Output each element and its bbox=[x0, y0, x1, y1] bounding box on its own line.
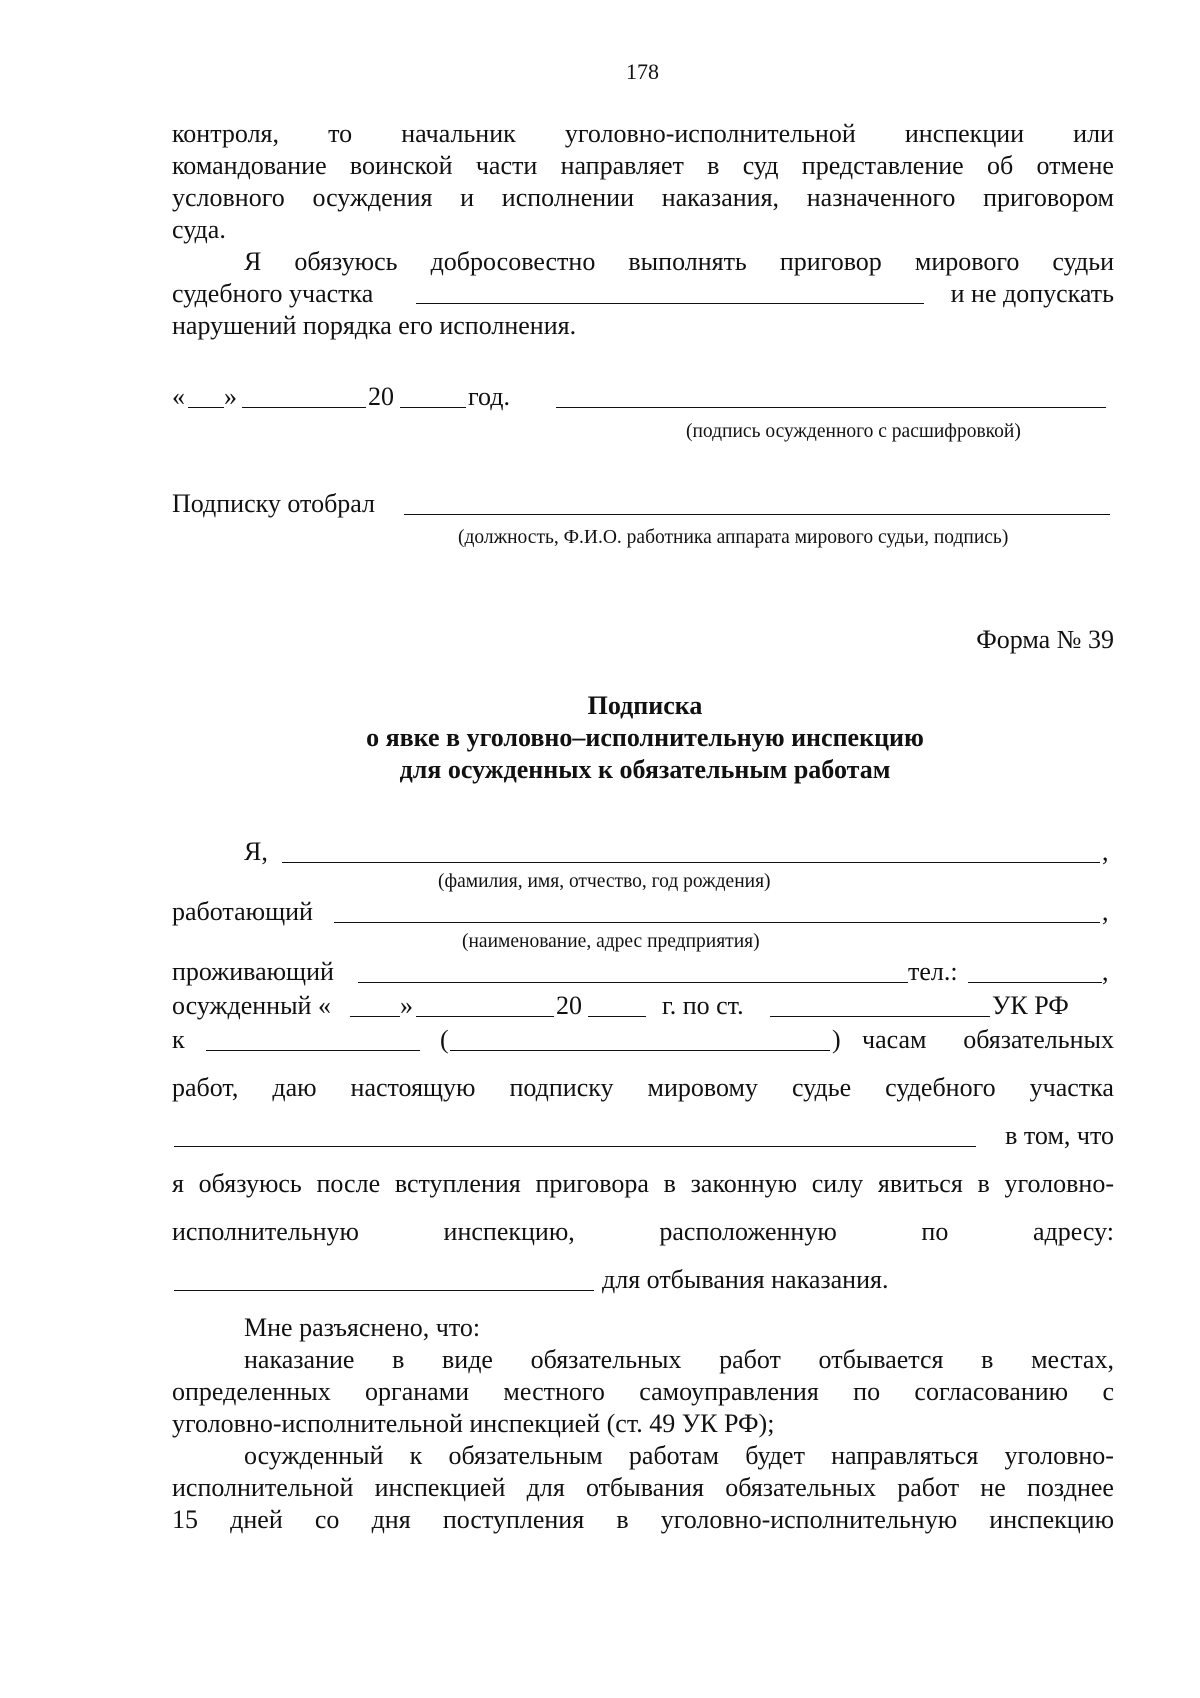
convicted-year-prefix: 20 bbox=[556, 991, 582, 1020]
obliged-line: я обязуюсь после вступления приговора в законную силу явиться в уголовно- bbox=[172, 1169, 1114, 1198]
word: уголовно-исполнительной bbox=[564, 119, 856, 148]
day-line bbox=[188, 407, 224, 408]
tel-label: тел.: bbox=[908, 957, 958, 986]
word: не bbox=[980, 1473, 1006, 1502]
by-article: г. по ст. bbox=[662, 991, 744, 1020]
taken-by-label: Подписку отобрал bbox=[172, 489, 376, 518]
explained-p1-line1 bbox=[244, 1344, 1114, 1376]
word: приговором bbox=[983, 183, 1114, 212]
word: начальник bbox=[401, 119, 516, 148]
word: позднее bbox=[1027, 1473, 1114, 1502]
intro-line-4: суда. bbox=[172, 215, 226, 244]
address-line bbox=[358, 982, 908, 983]
word: настоящую bbox=[350, 1073, 476, 1102]
word: обязательных bbox=[725, 1473, 877, 1502]
signature-line bbox=[556, 407, 1106, 408]
word: обязательных bbox=[963, 1025, 1114, 1054]
paren-open: ( bbox=[440, 1025, 449, 1054]
word: приговор bbox=[779, 247, 882, 276]
word: уголовно-исполнительную bbox=[660, 1505, 958, 1534]
word: исполнении bbox=[501, 183, 634, 212]
page-number: 178 bbox=[626, 59, 659, 84]
month-line bbox=[242, 407, 366, 408]
word: Я bbox=[244, 247, 262, 276]
word: командование bbox=[172, 151, 327, 180]
word: органами bbox=[365, 1377, 470, 1406]
word: расположенную bbox=[659, 1217, 837, 1246]
tel-line bbox=[968, 982, 1102, 983]
word: судье bbox=[791, 1073, 852, 1102]
word: в bbox=[616, 1505, 629, 1534]
word: об bbox=[986, 151, 1014, 180]
word: в bbox=[392, 1345, 405, 1374]
intro-line-7: нарушений порядка его исполнения. bbox=[172, 311, 577, 340]
word: согласованию bbox=[914, 1377, 1069, 1406]
word: инспекцию, bbox=[443, 1217, 575, 1246]
word: в bbox=[981, 1345, 994, 1374]
explained-p1-line3: уголовно-исполнительной инспекцией (ст. 49 УК РФ); bbox=[172, 1409, 775, 1438]
address-row bbox=[172, 1216, 1114, 1248]
explained-p2-line2 bbox=[172, 1472, 1114, 1504]
convicted-label: осужденный « bbox=[172, 991, 331, 1020]
explained-p2-line1 bbox=[244, 1440, 1114, 1472]
intro-line-1 bbox=[172, 118, 1114, 150]
org-caption: (наименование, адрес предприятия) bbox=[462, 931, 760, 952]
comma: , bbox=[1102, 957, 1109, 986]
k-label: к bbox=[172, 1025, 185, 1054]
hours-text bbox=[862, 1024, 1114, 1056]
word: по bbox=[921, 1217, 949, 1246]
year-suffix: год. bbox=[468, 382, 510, 411]
form-subtitle-1: о явке в уголовно–исполнительную инспекцию bbox=[366, 723, 924, 752]
word: адресу: bbox=[1032, 1217, 1114, 1246]
word: к bbox=[409, 1441, 423, 1470]
word: отбывается bbox=[818, 1345, 944, 1374]
judge-district-line bbox=[174, 1146, 976, 1147]
word: мирового bbox=[914, 247, 1020, 276]
word: исполнительную bbox=[172, 1217, 359, 1246]
word: представление bbox=[801, 151, 964, 180]
word: добросовестно bbox=[430, 247, 596, 276]
intro-line-2 bbox=[172, 150, 1114, 182]
word: суд bbox=[742, 151, 779, 180]
word: выполнять bbox=[628, 247, 747, 276]
word: судьи bbox=[1052, 247, 1114, 276]
word: и bbox=[460, 183, 475, 212]
word: работ, bbox=[172, 1073, 239, 1102]
hours-words-line bbox=[450, 1050, 830, 1051]
word: осужденный bbox=[244, 1441, 384, 1470]
word: по bbox=[853, 1377, 881, 1406]
word: дней bbox=[230, 1505, 283, 1534]
word: участка bbox=[1029, 1073, 1114, 1102]
word: осуждения bbox=[312, 183, 433, 212]
org-line bbox=[334, 922, 1100, 923]
criminal-code: УК РФ bbox=[992, 991, 1069, 1020]
word: инспекции bbox=[904, 119, 1025, 148]
word: дня bbox=[371, 1505, 411, 1534]
works-line bbox=[172, 1072, 1114, 1104]
word: с bbox=[1102, 1377, 1114, 1406]
word: отмене bbox=[1036, 151, 1114, 180]
working-label: работающий bbox=[172, 897, 313, 926]
word: мировому bbox=[647, 1073, 758, 1102]
word: наказание bbox=[244, 1345, 355, 1374]
word: направляться bbox=[831, 1441, 979, 1470]
convicted-year-line bbox=[588, 1016, 646, 1017]
intro-line-6a: судебного участка bbox=[172, 279, 374, 308]
word: самоуправления bbox=[639, 1377, 819, 1406]
comma: , bbox=[1102, 897, 1109, 926]
word: части bbox=[475, 151, 538, 180]
convicted-month-line bbox=[416, 1016, 554, 1017]
word: определенных bbox=[172, 1377, 331, 1406]
word: местах, bbox=[1031, 1345, 1114, 1374]
word: инспекцию bbox=[989, 1505, 1114, 1534]
form-title: Подписка bbox=[587, 691, 703, 720]
word: работам bbox=[628, 1441, 720, 1470]
signature-caption: (подпись осужденного с расшифровкой) bbox=[686, 421, 1021, 442]
intro-line-3 bbox=[172, 182, 1114, 214]
word: назначенного bbox=[806, 183, 956, 212]
living-label: проживающий bbox=[172, 957, 334, 986]
word: или bbox=[1073, 119, 1114, 148]
word: уголовно- bbox=[1004, 1441, 1114, 1470]
year-prefix: 20 bbox=[368, 382, 394, 411]
word: наказания, bbox=[661, 183, 780, 212]
word: воинской bbox=[349, 151, 453, 180]
word: со bbox=[314, 1505, 340, 1534]
explained-p2-line3 bbox=[172, 1504, 1114, 1536]
form-subtitle-2: для осужденных к обязательным работам bbox=[399, 755, 891, 784]
date-close-quote: » bbox=[224, 382, 237, 411]
word: в bbox=[707, 151, 720, 180]
word: исполнительной bbox=[172, 1473, 354, 1502]
word: будет bbox=[745, 1441, 805, 1470]
word: местного bbox=[503, 1377, 605, 1406]
word: судебного bbox=[885, 1073, 996, 1102]
taken-by-line bbox=[404, 514, 1110, 515]
word: инспекцией bbox=[374, 1473, 506, 1502]
word: работ bbox=[897, 1473, 960, 1502]
in-that: в том, что bbox=[1005, 1121, 1114, 1150]
word: 15 bbox=[172, 1505, 198, 1534]
intro-line-5 bbox=[244, 246, 1114, 278]
convicted-day-line bbox=[350, 1016, 400, 1017]
word: то bbox=[328, 119, 353, 148]
word: обязательным bbox=[448, 1441, 603, 1470]
word: обязательных bbox=[530, 1345, 682, 1374]
word: для bbox=[526, 1473, 565, 1502]
court-district-line bbox=[416, 303, 924, 304]
paren-close: ) bbox=[832, 1025, 841, 1054]
intro-line-6b: и не допускать bbox=[950, 279, 1114, 308]
word: контроля, bbox=[172, 119, 279, 148]
article-line bbox=[770, 1016, 990, 1017]
word: обязуюсь bbox=[294, 247, 398, 276]
taken-by-caption: (должность, Ф.И.О. работника аппарата мирового судьи, подпись) bbox=[458, 527, 1009, 548]
ya-label: Я, bbox=[244, 837, 268, 866]
explained-p1-line2 bbox=[172, 1376, 1114, 1408]
word: часам bbox=[862, 1025, 927, 1054]
form-number: Форма № 39 bbox=[976, 625, 1114, 654]
comma: , bbox=[1102, 837, 1109, 866]
word: даю bbox=[272, 1073, 317, 1102]
word: направляет bbox=[560, 151, 684, 180]
word: работ bbox=[719, 1345, 781, 1374]
fio-line bbox=[282, 862, 1100, 863]
hours-number-line bbox=[206, 1050, 420, 1051]
word: подписку bbox=[509, 1073, 614, 1102]
explained-lead: Мне разъяснено, что: bbox=[244, 1313, 481, 1342]
serving-text: для отбывания наказания. bbox=[602, 1265, 889, 1294]
word: условного bbox=[172, 183, 285, 212]
word: отбывания bbox=[586, 1473, 704, 1502]
fio-caption: (фамилия, имя, отчество, год рождения) bbox=[438, 871, 771, 892]
inspection-address-line bbox=[174, 1290, 594, 1291]
word: виде bbox=[442, 1345, 493, 1374]
word: поступления bbox=[442, 1505, 585, 1534]
convicted-close-quote: » bbox=[400, 991, 413, 1020]
date-open-quote: « bbox=[172, 382, 185, 411]
year-line bbox=[400, 407, 466, 408]
